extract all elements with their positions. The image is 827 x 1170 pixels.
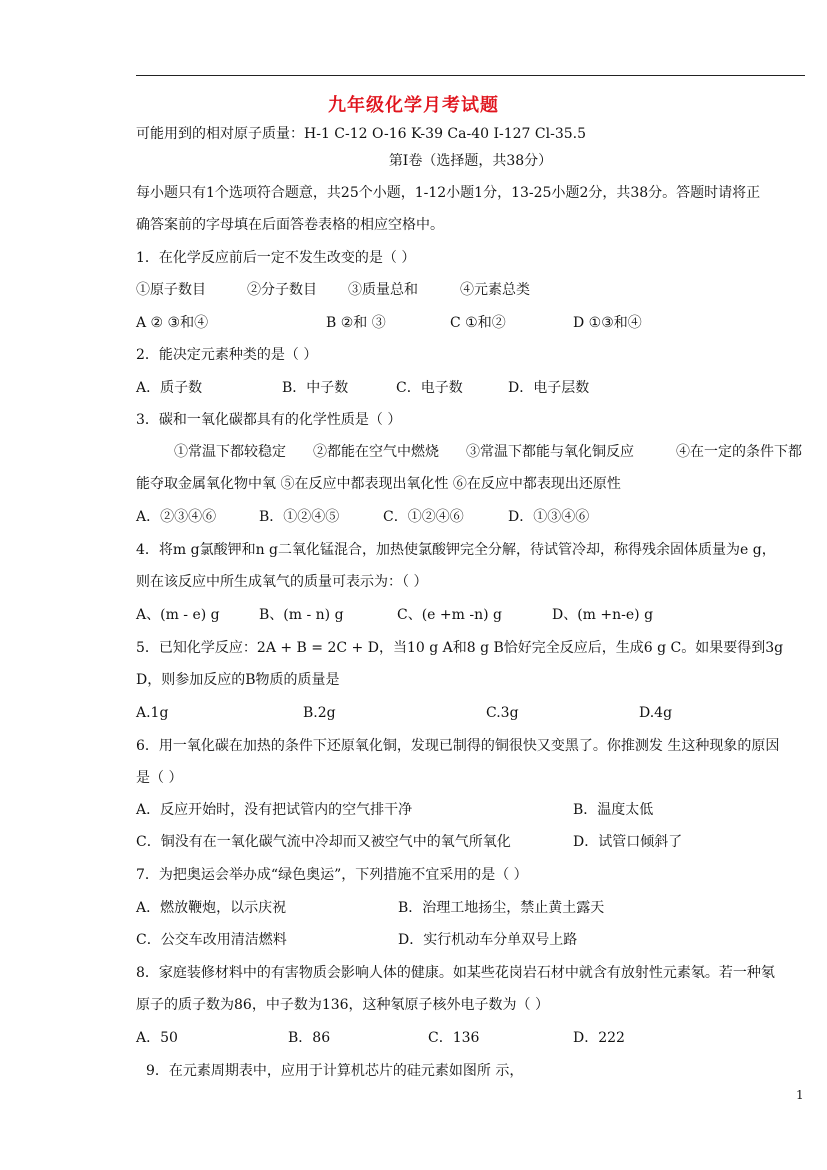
q8-option-a: A．50: [136, 1030, 178, 1046]
q5-option-b: B.2g: [303, 705, 336, 721]
q3-option-d: D．①③④⑥: [508, 509, 590, 525]
q9-stem: 9．在元素周期表中，应用于计算机芯片的硅元素如图所 示，: [146, 1063, 524, 1079]
q6-option-d: D．试管口倾斜了: [573, 834, 683, 850]
q1-item-1: ①原子数目: [136, 282, 206, 298]
q1-stem: 1．在化学反应前后一定不发生改变的是（ ）: [136, 250, 416, 266]
q5-stem-line-2: D，则参加反应的B物质的质量是: [136, 672, 340, 688]
q1-item-3: ③质量总和: [348, 282, 418, 298]
instructions-line-2: 确答案前的字母填在后面答卷表格的相应空格中。: [136, 217, 444, 233]
page-number: 1: [796, 1088, 804, 1102]
q8-stem-line-2: 原子的质子数为86，中子数为136，这种氡原子核外电子数为（ ）: [136, 997, 549, 1013]
atomic-masses: 可能用到的相对原子质量：H-1 C-12 O-16 K-39 Ca-40 I-127 Cl-35.5: [136, 126, 587, 142]
q8-option-d: D．222: [573, 1030, 625, 1046]
q8-stem-line-1: 8．家庭装修材料中的有害物质会影响人体的健康。如某些花岗岩石材中就含有放射性元素氡。若一种氡: [136, 965, 775, 981]
q3-item-1: ①常温下都较稳定: [174, 444, 286, 460]
q1-option-d: D ①③和④: [573, 315, 642, 331]
q7-option-a: A．燃放鞭炮，以示庆祝: [136, 900, 287, 916]
q7-option-c: C．公交车改用清洁燃料: [136, 932, 287, 948]
instructions-line-1: 每小题只有1个选项符合题意，共25个小题，1-12小题1分，13-25小题2分，共38分。答题时请将正: [136, 185, 761, 201]
q6-stem-line-1: 6．用一氧化碳在加热的条件下还原氧化铜，发现已制得的铜很快又变黑了。你推测发 生这种现象的原因: [136, 738, 780, 754]
q2-stem: 2．能决定元素种类的是（ ）: [136, 347, 318, 363]
q7-option-b: B．治理工地扬尘，禁止黄土露天: [398, 900, 605, 916]
q4-option-a: A、(m - e) g: [136, 607, 220, 623]
q6-option-a: A．反应开始时，没有把试管内的空气排干净: [136, 802, 413, 818]
q3-option-b: B．①②④⑤: [259, 509, 340, 525]
q3-item-4: ④在一定的条件下都: [676, 444, 802, 460]
q5-option-d: D.4g: [639, 705, 673, 721]
q1-option-a: A ② ③和④: [136, 315, 209, 331]
q4-stem-line-1: 4．将m g氯酸钾和n g二氧化锰混合，加热使氯酸钾完全分解，待试管冷却，称得残余固体质量为e g，: [136, 542, 776, 558]
q8-option-c: C．136: [428, 1030, 480, 1046]
header-rule: [136, 75, 805, 76]
q8-option-b: B．86: [288, 1030, 331, 1046]
q4-option-c: C、(e +m -n) g: [397, 607, 502, 623]
q2-option-d: D．电子层数: [508, 380, 590, 396]
q4-option-b: B、(m - n) g: [259, 607, 344, 623]
q6-option-c: C．铜没有在一氧化碳气流中冷却而又被空气中的氧气所氧化: [136, 834, 511, 850]
q1-option-c: C ①和②: [450, 315, 506, 331]
q3-items-line-2: 能夺取金属氧化物中氧 ⑤在反应中都表现出氧化性 ⑥在反应中都表现出还原性: [136, 476, 621, 492]
q5-option-c: C.3g: [486, 705, 519, 721]
q4-option-d: D、(m +n-e) g: [552, 607, 654, 623]
section-header: 第Ⅰ卷（选择题，共38分）: [388, 153, 553, 169]
q6-stem-line-2: 是（ ）: [136, 770, 183, 786]
q2-option-c: C．电子数: [396, 380, 463, 396]
q1-option-b: B ②和 ③: [326, 315, 386, 331]
q3-item-2: ②都能在空气中燃烧: [313, 444, 439, 460]
q1-item-2: ②分子数目: [247, 282, 317, 298]
q2-option-b: B．中子数: [282, 380, 349, 396]
q3-option-a: A．②③④⑥: [136, 509, 217, 525]
q5-option-a: A.1g: [136, 705, 169, 721]
q3-option-c: C．①②④⑥: [383, 509, 464, 525]
q4-stem-line-2: 则在该反应中所生成氧气的质量可表示为：（ ）: [136, 574, 428, 590]
q3-item-3: ③常温下都能与氧化铜反应: [466, 444, 634, 460]
q1-item-4: ④元素总类: [460, 282, 530, 298]
q3-stem: 3．碳和一氧化碳都具有的化学性质是（ ）: [136, 412, 402, 428]
q6-option-b: B．温度太低: [573, 802, 654, 818]
q7-option-d: D．实行机动车分单双号上路: [398, 932, 578, 948]
q7-stem: 7．为把奥运会举办成“绿色奥运”，下列措施不宜采用的是（ ）: [136, 867, 528, 883]
q5-stem-line-1: 5．已知化学反应：2A + B = 2C + D，当10 g A和8 g B恰好完全反应后，生成6 g C。如果要得到3g: [136, 640, 784, 656]
q2-option-a: A．质子数: [136, 380, 203, 396]
exam-title: 九年级化学月考试题: [328, 95, 499, 116]
